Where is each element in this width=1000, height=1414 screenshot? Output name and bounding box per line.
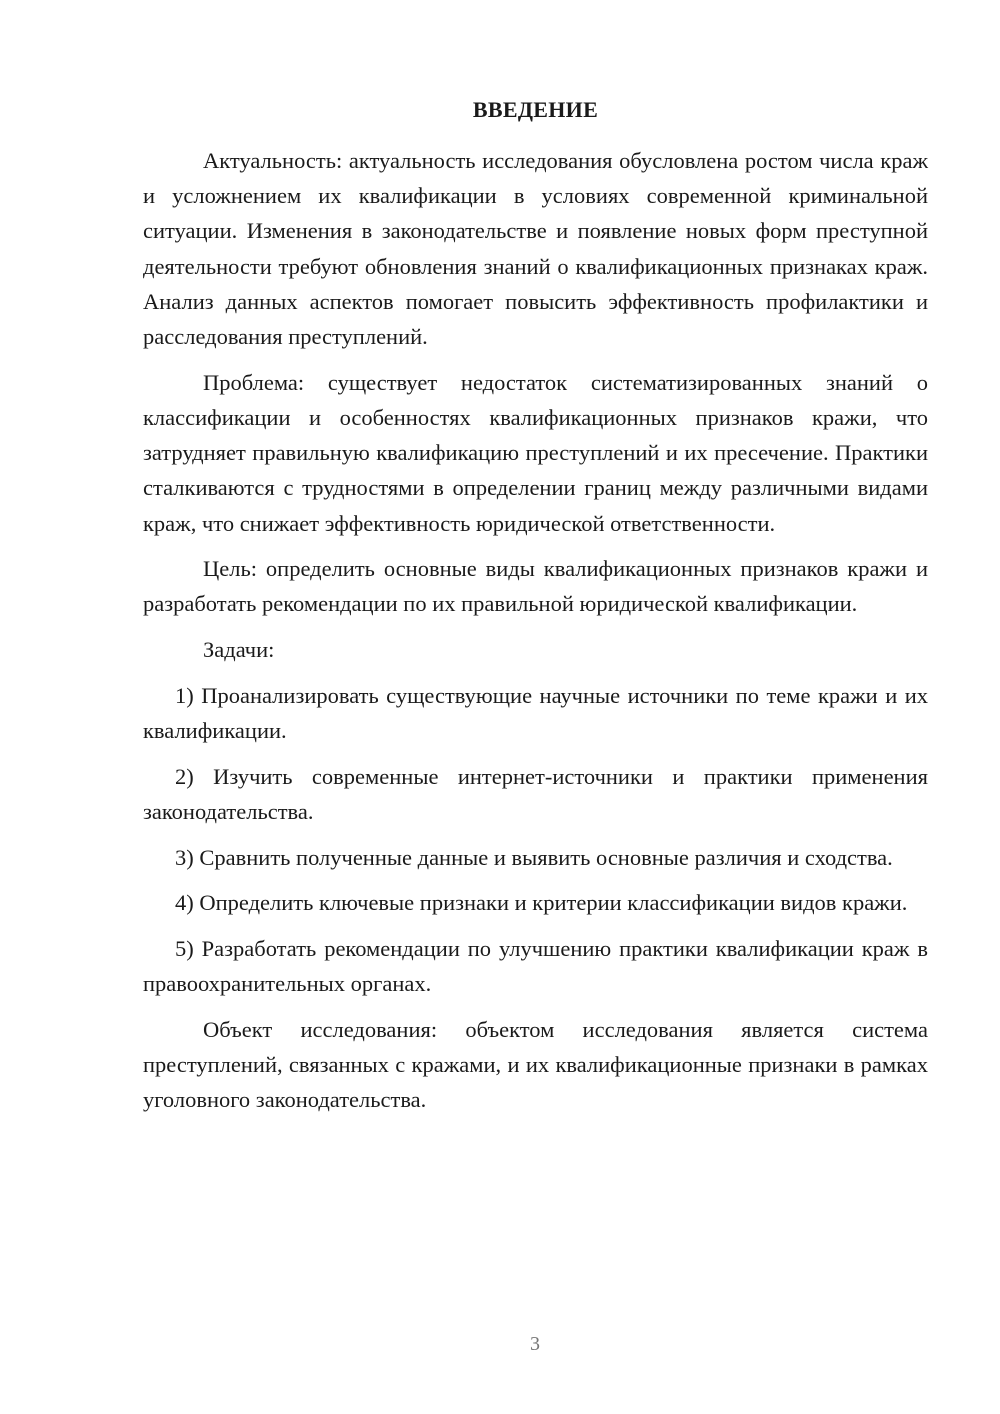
task-list — [143, 678, 928, 1002]
task-item: 5) Разработать рекомендации по улучшению практики квалификации краж в правоохранительных органах. — [143, 936, 928, 997]
paragraph-problem: Проблема: существует недостаток систематизированных знаний о классификации и особенностях квалификационных признаков кражи, что затрудняет правильную квалификацию преступлений и их пресечение. Практики сталкиваются с трудностями в определении границ между различными видами краж, что снижает эффективность юридической ответственности. — [143, 369, 928, 536]
paragraph-goal: Цель: определить основные виды квалификационных признаков кражи и разработать рекомендации по их правильной юридической квалификации. — [143, 556, 928, 617]
page-content — [143, 95, 928, 1128]
task-item: 3) Сравнить полученные данные и выявить основные различия и сходства. — [175, 844, 893, 870]
task-item: 4) Определить ключевые признаки и критерии классификации видов кражи. — [175, 890, 908, 916]
tasks-heading: Задачи: — [203, 637, 275, 663]
task-item: 1) Проанализировать существующие научные источники по теме кражи и их квалификации. — [143, 682, 928, 744]
paragraph-relevance: Актуальность: актуальность исследования обусловлена ростом числа краж и усложнением их квалификации в условиях современной криминальной ситуации. Изменения в законодательстве и появление новых форм преступной деятельности требуют обновления знаний о квалификационных признаках краж. Анализ данных аспектов помогает повысить эффективность профилактики и расследования преступлений. — [143, 148, 928, 350]
task-item: 2) Изучить современные интернет-источники и практики применения законодательства. — [143, 763, 928, 824]
section-title: ВВЕДЕНИЕ — [472, 97, 599, 122]
page-number: 3 — [530, 1333, 540, 1355]
paragraph-object: Объект исследования: объектом исследования является система преступлений, связанных с кражами, и их квалификационные признаки в рамках уголовного законодательства. — [143, 1016, 928, 1113]
